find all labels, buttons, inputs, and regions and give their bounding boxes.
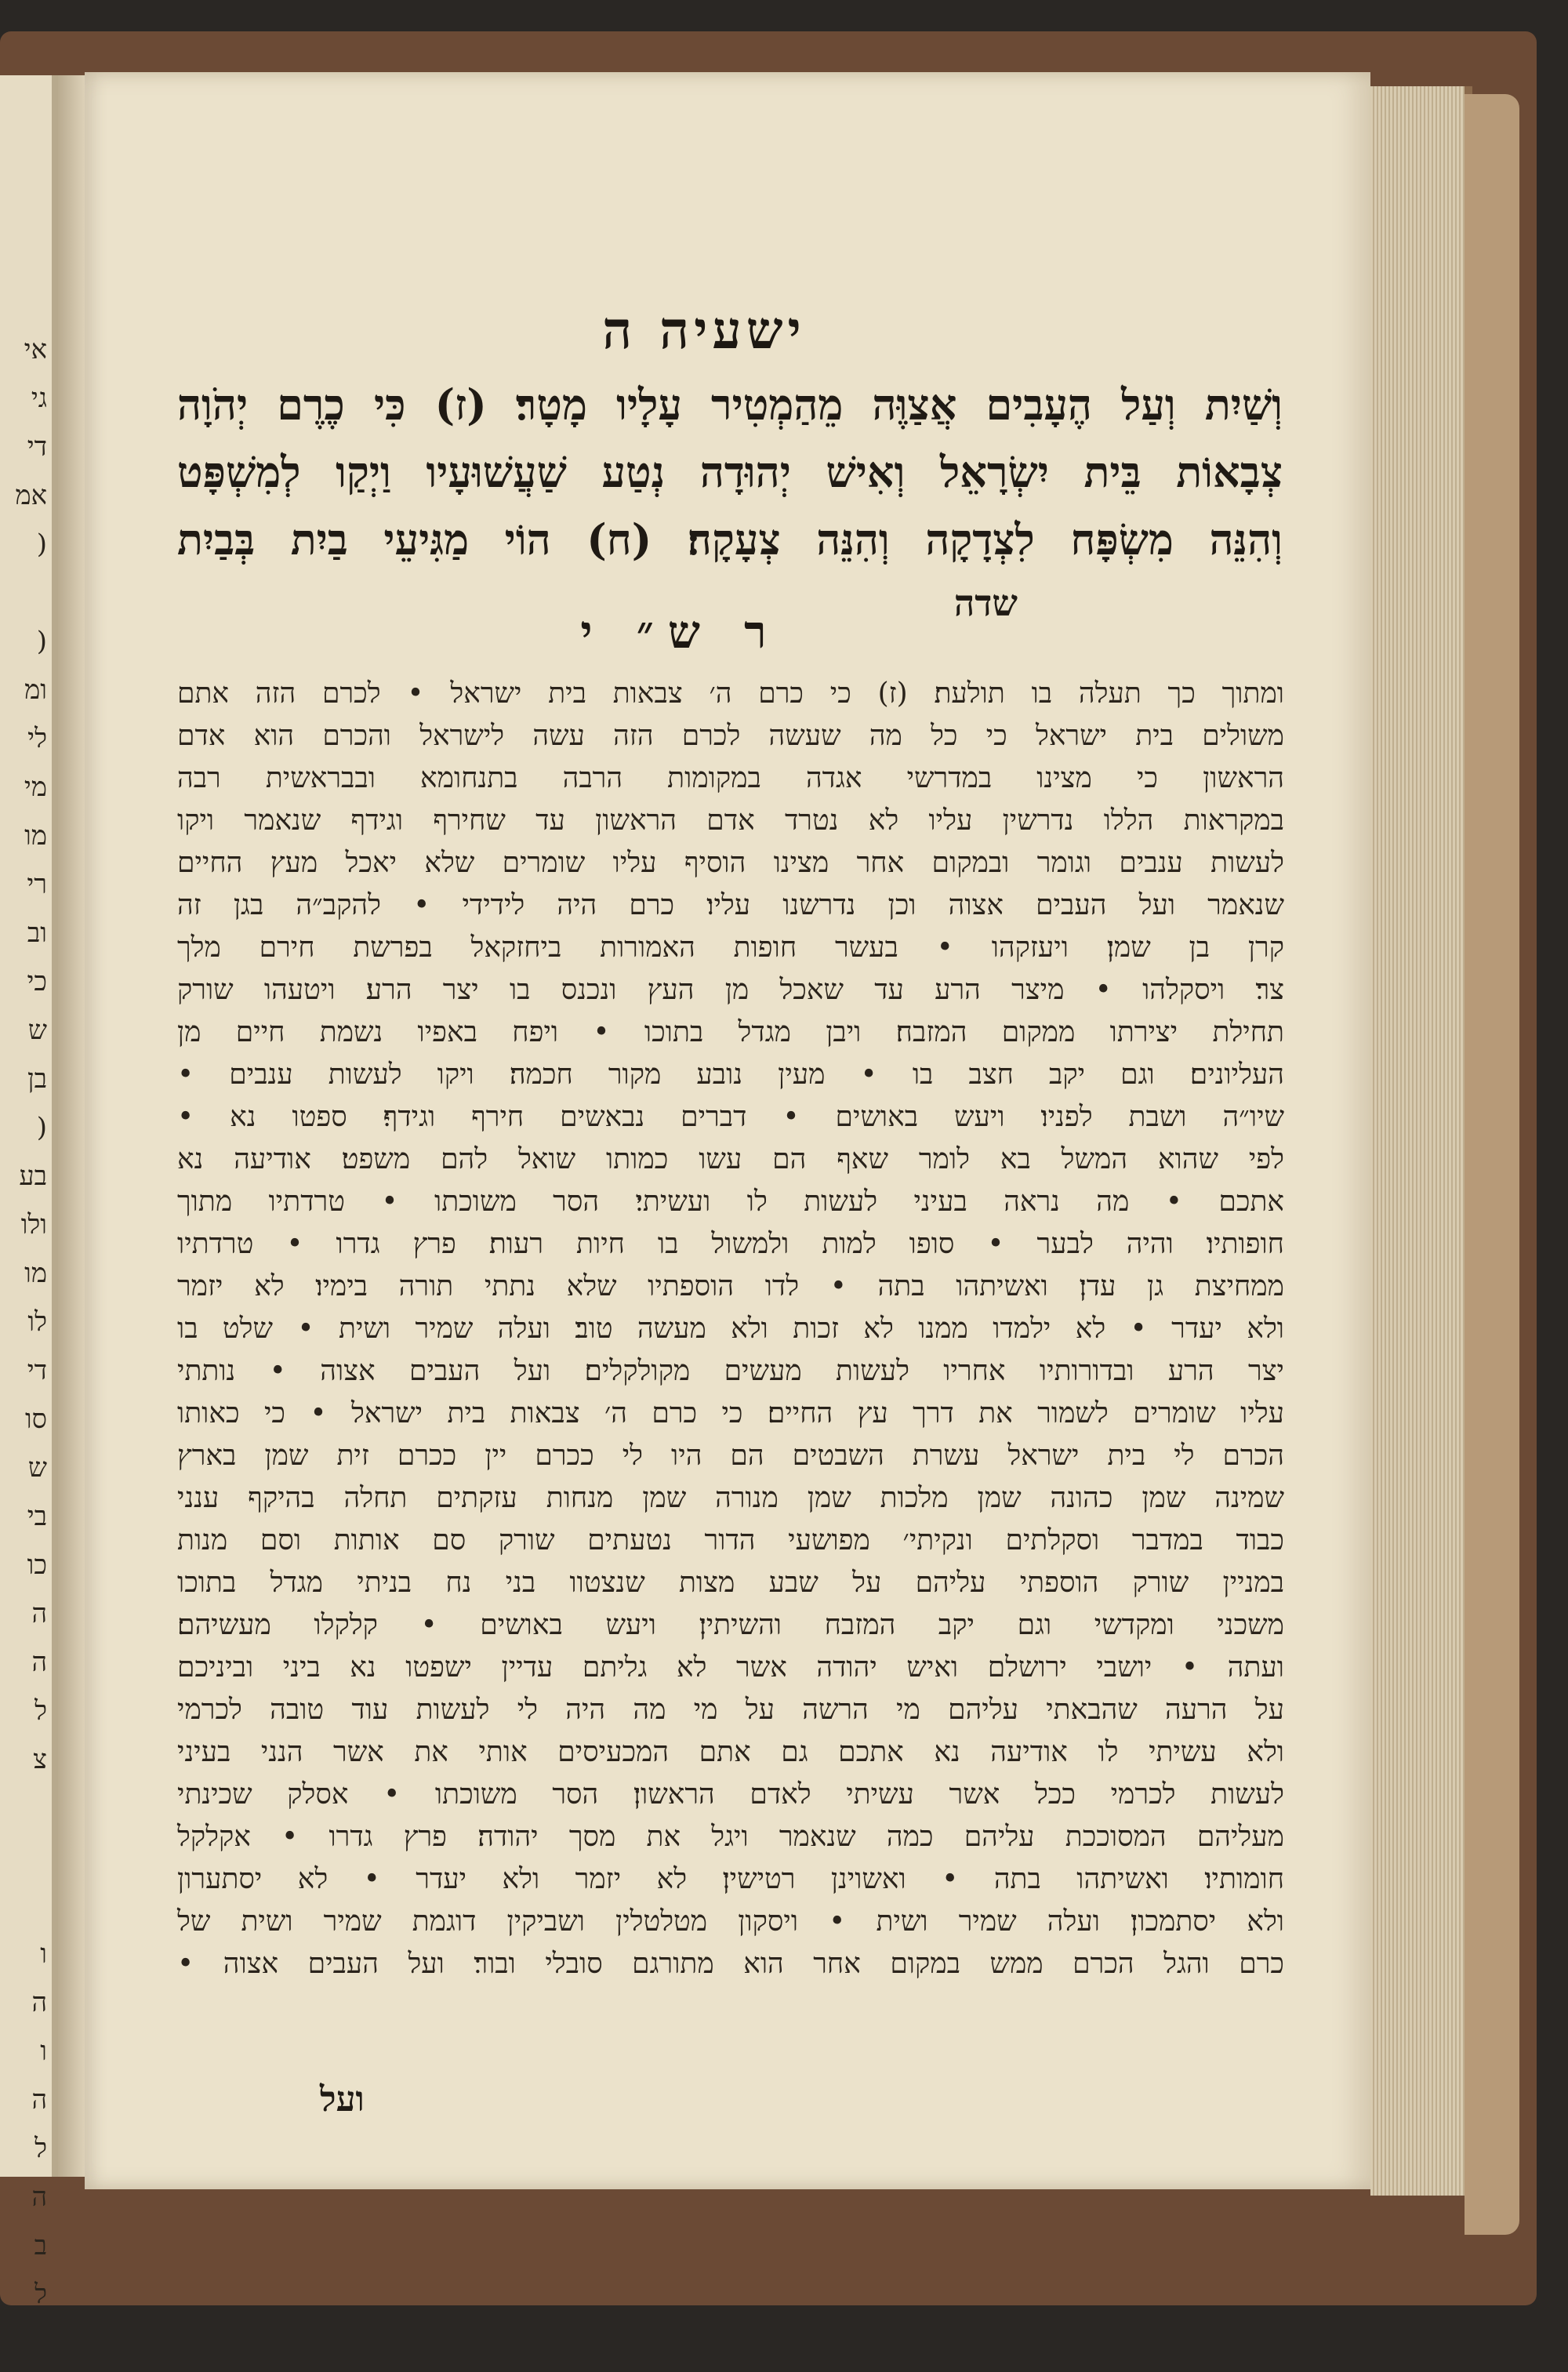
left-page-text-fragment: ב — [34, 2230, 47, 2261]
left-page-text-fragment: ו — [40, 2036, 47, 2067]
left-page-text-fragment: מו — [24, 820, 47, 852]
commentary-line: מעליהם המסוככת עליהם כמה שנאמר ויגל את מסך יהודה׃ פרץ גדרו • אקלקל — [177, 1821, 1284, 1853]
left-page-text-fragment: וב — [27, 917, 47, 949]
left-page-text-fragment: לי — [27, 723, 47, 754]
commentary-line: קרן בן שמן׃ ויעזקהו • בעשר חופות האמורות ביחזקאל בפרשת חירם מלך — [177, 932, 1284, 964]
commentary-line: משולים בית ישראל כי כל מה שעשה לכרם הזה עשה לישראל והכרם הוא אדם — [177, 720, 1284, 752]
left-page-text-fragment: ש — [27, 1015, 47, 1046]
commentary-line: העליונים׃ וגם יקב חצב בו • מעין נובע מקור חכמה׃ ויקו לעשות ענבים • — [177, 1059, 1284, 1091]
verse-line: וְשַׁיִת וְעַל הֶעָבִים אֲצַוֶּה מֵהַמְטִיר עָלָיו מָטָר׃ (ז) כִּי כֶרֶם יְהֹוָה — [177, 380, 1283, 430]
commentary-line: ולא עשיתי לו אודיעה נא אתכם גם אתם המכעיסים אותי את אשר הנני בעיני — [177, 1736, 1284, 1768]
commentary-line: שיו״ה ושבת לפניו׃ ויעש באושים • דברים נבאשים חירף וגידף׃ ספטו נא • — [177, 1101, 1284, 1133]
left-page-text-fragment: ה — [31, 2084, 47, 2116]
commentary-line: שנאמר ועל העבים אצוה וכן נדרשנו עליו׃ כרם היה לידידי • להקב״ה בגן זה — [177, 889, 1284, 921]
left-page-text-fragment: ה — [31, 1987, 47, 2018]
commentary-line: צר׃ ויסקלהו • מיצר הרע עד שאכל מן העץ ונכנס בו יצר הרע׃ ויטעהו שורק — [177, 974, 1284, 1006]
commentary-line: יצר הרע ובדורותיו אחריו לעשות מעשים מקולקלים׃ ועל העבים אצוה • נותתי — [177, 1355, 1284, 1387]
verse-line: וְהִנֵּה מִשְׂפָּח לִצְדָקָה וְהִנֵּה צְעָקָה׃ (ח) הוֹי מַגִּיעֵי בַיִת בְּבַיִת — [177, 514, 1283, 565]
left-page-text-fragment: בע — [19, 1161, 47, 1192]
commentary-line: עליו שומרים לשמור את דרך עץ החיים׃ כי כרם ה׳ צבאות בית ישראל • כי כאותו — [177, 1397, 1284, 1429]
left-page-text-fragment: ל — [34, 2133, 47, 2164]
commentary-line: לפי שהוא המשל בא לומר שאף הם עשו כמותו שואל להם משפט׃ אודיעה נא — [177, 1143, 1284, 1175]
commentary-line: לעשות ענבים וגומר ובמקום אחר מצינו הוסיף עליו שומרים שלא יאכל מעץ החיים — [177, 847, 1284, 879]
left-page-text-fragment: ש — [27, 1452, 47, 1484]
rashi-commentary — [177, 673, 1284, 1985]
left-page-text-fragment: די — [27, 1355, 47, 1386]
commentary-line: תחילת יצירתו ממקום המזבח׃ ויבן מגדל בתוכו • ויפח באפיו נשמת חיים מן — [177, 1016, 1284, 1048]
commentary-line: שמינה שמן כהונה שמן מלכות שמן מנורה שמן מנחות עזקתים תחלה בהיקף ענני — [177, 1482, 1284, 1514]
left-page-text-fragment: לו — [27, 1306, 47, 1338]
commentary-line: חומותיו׃ ואשיתהו בתה • ואשוינן רטישין׃ לא יזמר ולא יעדר • לא יסתערון — [177, 1863, 1284, 1895]
commentary-line: כרם והגל הכרם ממש במקום אחר הוא מתורגם סובלי ובור׃ ועל העבים אצוה • — [177, 1948, 1284, 1980]
left-page-fragment — [0, 75, 58, 2310]
left-page-text-fragment: ה — [31, 2181, 47, 2213]
rashi-heading: ר ש״ י — [580, 605, 781, 659]
left-page-text-fragment: גי — [31, 383, 47, 414]
left-page-text-fragment: מי — [24, 772, 47, 803]
left-page-text-fragment: אמ — [15, 480, 47, 511]
left-page-text-fragment: כו — [27, 1549, 47, 1581]
commentary-line: הראשון כי מצינו במדרשי אגדה במקומות הרבה בתנחומא ובבראשית רבה — [177, 762, 1284, 794]
left-page-text-fragment: ה — [31, 1647, 47, 1678]
commentary-line: ולא יסתמכון׃ ועלה שמיר ושית • ויסקון מטלטלין ושביקין דוגמת שמיר ושית של — [177, 1905, 1284, 1938]
commentary-line: משכני ומקדשי וגם יקב המזבח והשיתין׃ ויעש באושים • קלקלו מעשיהם׃ — [177, 1609, 1284, 1641]
cover-edge — [1465, 94, 1519, 2235]
commentary-line: ועתה • יושבי ירושלם ואיש יהודה אשר לא גליתם עדיין ישפטו נא ביני וביניכם — [177, 1651, 1284, 1684]
commentary-line: ממחיצת גן עדן׃ ואשיתהו בתה • לדו הוספתיו שלא נתתי תורה בימיו׃ לא יזמר — [177, 1270, 1284, 1302]
commentary-line: במניין שורק הוספתי עליהם על שבע מצות שנצטוו בני נח בניתי מגדל בתוכו — [177, 1567, 1284, 1599]
book-gutter — [58, 75, 85, 2177]
catchword: שדה — [953, 582, 1018, 624]
commentary-line: כבוד במדבר וסקלתים ונקיתי׳ מפושעי הדור נטעתים שורק סם אותות וסם מנות — [177, 1524, 1284, 1557]
commentary-line: חופותיו׃ והיה לבער • סופו למות ולמשול בו חיות רעות׃ פרץ גדרו • טרדתיו — [177, 1228, 1284, 1260]
right-page — [85, 72, 1370, 2189]
left-page-text-fragment: צ — [33, 1744, 47, 1775]
left-page-text-fragment: ( — [36, 626, 47, 657]
left-page-text-fragment: בי — [27, 1501, 47, 1532]
page-edges — [1370, 86, 1472, 2196]
commentary-line: ולא יעדר • לא ילמדו ממנו לא זכות ולא מעשה טוב׃ ועלה שמיר ושית • שלט בו — [177, 1313, 1284, 1345]
footer-catchword: ועל — [320, 2080, 365, 2120]
left-page-text-fragment: ( — [36, 1112, 47, 1143]
left-page-text-fragment: ל — [34, 1695, 47, 1727]
left-page-text-fragment: אי — [24, 334, 47, 365]
left-page-text-fragment: ה — [31, 1598, 47, 1629]
left-page-text-fragment: ולו — [20, 1209, 47, 1240]
commentary-line: במקראות הללו נדרשין עליו לא נטרד אדם הראשון עד שחירף וגידף שנאמר ויקו — [177, 805, 1284, 837]
left-page-text-fragment: ( — [36, 529, 47, 560]
commentary-line: לעשות לכרמי ככל אשר עשיתי לאדם הראשון׃ הסר משוכתו • אסלק שכינתי — [177, 1778, 1284, 1811]
left-page-text-fragment: רי — [27, 869, 47, 900]
left-page-text-fragment: ו — [40, 1938, 47, 1970]
running-head: ישעיה ה — [602, 300, 806, 361]
verse-line: צְבָאוֹת בֵּית יִשְׂרָאֵל וְאִישׁ יְהוּדָה נְטַע שַׁעֲשׁוּעָיו וַיְקַו לְמִשְׁפָּט — [177, 447, 1283, 497]
left-page-text-fragment: ל — [34, 2279, 47, 2310]
left-page-text-fragment: סו — [24, 1404, 47, 1435]
left-page-text-fragment: בן — [27, 1063, 47, 1095]
commentary-line: אתכם • מה נראה בעיני לעשות לו ועשיתי׃ הסר משוכתו • טרדתיו מתוך — [177, 1186, 1284, 1218]
commentary-line: הכרם לי בית ישראל עשרת השבטים הם היו לי ככרם יין ככרם זית שמן בארץ — [177, 1440, 1284, 1472]
left-page-text-fragment: כי — [27, 966, 47, 997]
left-page-text-fragment: ומ — [24, 674, 47, 706]
left-page-text-fragment: מו — [24, 1258, 47, 1289]
commentary-line: על הרעה שהבאתי עליהם מי הרשה על מי מה היה לי לעשות עוד טובה לכרמי — [177, 1694, 1284, 1726]
left-page-text-fragment: די — [27, 431, 47, 463]
commentary-line: ומתוך כך תעלה בו תולעת׃ (ז) כי כרם ה׳ צבאות בית ישראל • לכרם הזה אתם — [177, 677, 1284, 710]
